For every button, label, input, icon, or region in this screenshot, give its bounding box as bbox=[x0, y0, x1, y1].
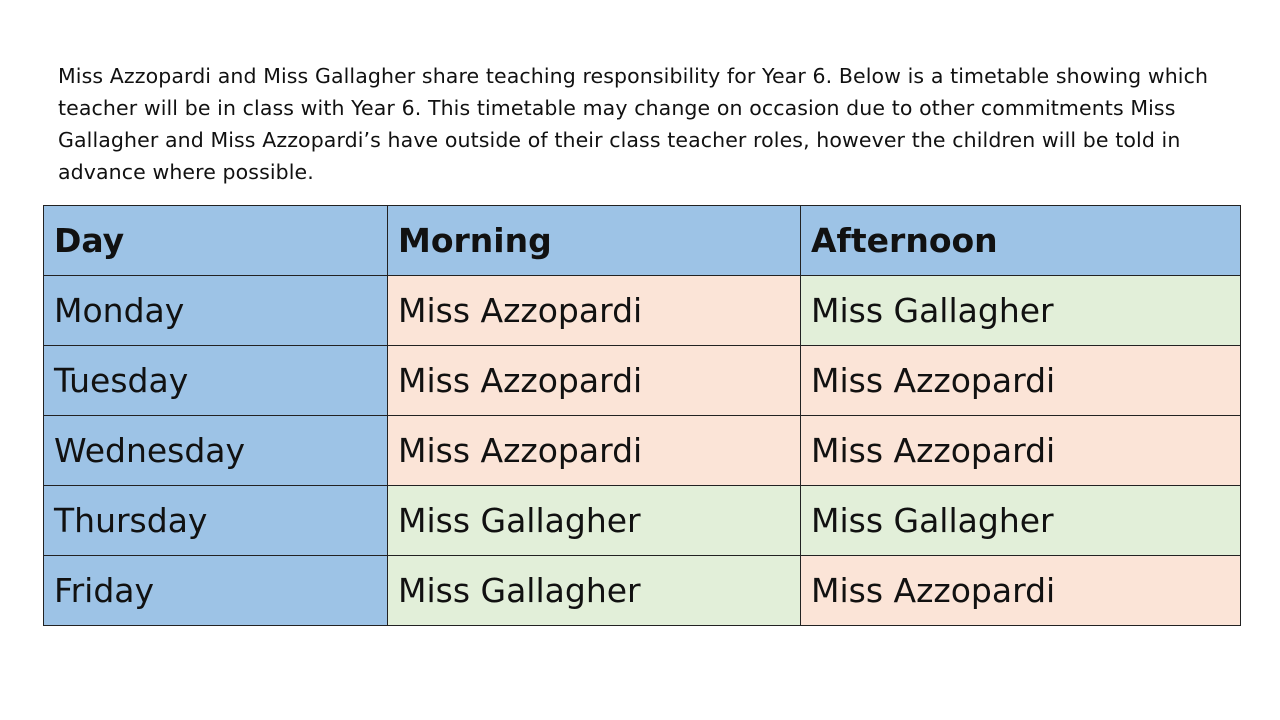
morning-cell: Miss Azzopardi bbox=[388, 276, 801, 346]
table-row bbox=[44, 346, 1241, 416]
afternoon-cell: Miss Azzopardi bbox=[801, 556, 1241, 626]
table-row bbox=[44, 486, 1241, 556]
afternoon-cell: Miss Azzopardi bbox=[801, 346, 1241, 416]
day-cell: Wednesday bbox=[44, 416, 388, 486]
table-row bbox=[44, 416, 1241, 486]
morning-cell: Miss Gallagher bbox=[388, 486, 801, 556]
day-cell: Monday bbox=[44, 276, 388, 346]
day-cell: Tuesday bbox=[44, 346, 388, 416]
intro-paragraph: Miss Azzopardi and Miss Gallagher share teaching responsibility for Year 6. Below is a timetable showing which teacher will be in class with Year 6. This timetable may change on occasion due to other commitments Miss Gallagher and Miss Azzopardi’s have outside of their class teacher roles, however the children will be told in advance where possible. bbox=[58, 64, 1209, 184]
day-cell: Friday bbox=[44, 556, 388, 626]
header-afternoon: Afternoon bbox=[801, 206, 1241, 276]
header-day: Day bbox=[44, 206, 388, 276]
morning-cell: Miss Azzopardi bbox=[388, 346, 801, 416]
afternoon-cell: Miss Gallagher bbox=[801, 486, 1241, 556]
teacher-timetable bbox=[43, 205, 1241, 626]
afternoon-cell: Miss Gallagher bbox=[801, 276, 1241, 346]
afternoon-cell: Miss Azzopardi bbox=[801, 416, 1241, 486]
day-cell: Thursday bbox=[44, 486, 388, 556]
table-row bbox=[44, 276, 1241, 346]
morning-cell: Miss Azzopardi bbox=[388, 416, 801, 486]
table-row bbox=[44, 556, 1241, 626]
header-morning: Morning bbox=[388, 206, 801, 276]
morning-cell: Miss Gallagher bbox=[388, 556, 801, 626]
table-header-row bbox=[44, 206, 1241, 276]
